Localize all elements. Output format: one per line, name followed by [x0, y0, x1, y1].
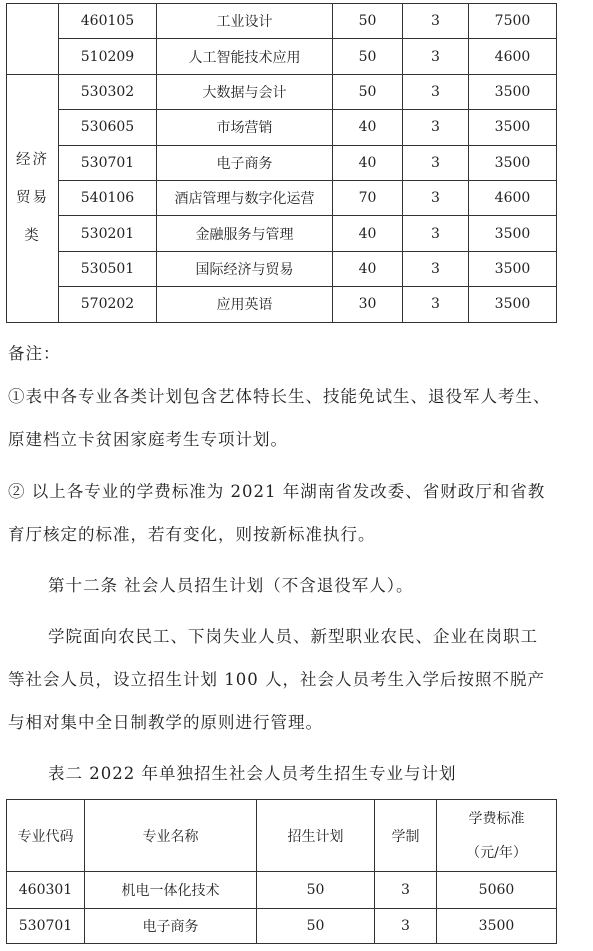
enrollment-plan: 40 [333, 145, 403, 180]
header-tuition-line-2: （元/年） [466, 844, 527, 861]
table-row [7, 110, 557, 145]
major-name: 国际经济与贸易 [157, 251, 333, 286]
major-code: 460301 [7, 872, 85, 909]
study-years: 3 [403, 110, 469, 145]
note-2-line-1: ② 以上各专业的学费标准为 2021 年湖南省发改委、省财政厅和省教 [8, 482, 546, 501]
social-applicants-table [6, 799, 557, 944]
tuition-fee: 3500 [469, 251, 557, 286]
study-years: 3 [403, 251, 469, 286]
major-code: 510209 [59, 39, 157, 74]
header-study-years: 学制 [375, 800, 437, 872]
table-row [7, 4, 557, 39]
study-years: 3 [375, 872, 437, 909]
major-code: 530201 [59, 216, 157, 251]
enrollment-plan: 40 [333, 251, 403, 286]
study-years: 3 [403, 39, 469, 74]
study-years: 3 [403, 145, 469, 180]
major-name: 机电一体化技术 [85, 872, 257, 909]
tuition-fee: 5060 [437, 872, 557, 909]
header-tuition [437, 800, 557, 872]
major-name: 人工智能技术应用 [157, 39, 333, 74]
table-row [7, 251, 557, 286]
enrollment-plan: 50 [333, 39, 403, 74]
major-code: 530701 [59, 145, 157, 180]
major-code: 530302 [59, 74, 157, 109]
study-years: 3 [403, 4, 469, 39]
table-row [7, 180, 557, 215]
header-enrollment-plan: 招生计划 [257, 800, 375, 872]
table-row [7, 287, 557, 322]
tuition-fee: 3500 [437, 909, 557, 944]
article-12-paragraph-line-3: 与相对集中全日制教学的原则进行管理。 [8, 713, 323, 732]
enrollment-table-continued [6, 3, 557, 323]
category-line: 经济 [16, 152, 49, 169]
study-years: 3 [403, 74, 469, 109]
article-12-title: 第十二条 社会人员招生计划（不含退役军人）。 [48, 576, 414, 595]
major-name: 酒店管理与数字化运营 [157, 180, 333, 215]
note-1-line-2: 原建档立卡贫困家庭考生专项计划。 [8, 430, 288, 449]
table-row [7, 39, 557, 74]
tuition-fee: 3500 [469, 110, 557, 145]
study-years: 3 [403, 180, 469, 215]
enrollment-plan: 30 [333, 287, 403, 322]
table-row [7, 145, 557, 180]
category-line: 贸易 [16, 190, 49, 207]
category-cell [7, 4, 59, 75]
tuition-fee: 4600 [469, 39, 557, 74]
major-name: 电子商务 [85, 909, 257, 944]
table-2-caption: 表二 2022 年单独招生社会人员考生招生专业与计划 [48, 764, 457, 783]
tuition-fee: 3500 [469, 287, 557, 322]
table-row [7, 909, 557, 944]
major-code: 460105 [59, 4, 157, 39]
enrollment-plan: 50 [257, 872, 375, 909]
tuition-fee: 3500 [469, 74, 557, 109]
major-name: 市场营销 [157, 110, 333, 145]
enrollment-plan: 40 [333, 110, 403, 145]
table-row [7, 216, 557, 251]
major-name: 应用英语 [157, 287, 333, 322]
category-line: 类 [24, 228, 41, 245]
enrollment-plan: 50 [257, 909, 375, 944]
table-row [7, 872, 557, 909]
tuition-fee: 7500 [469, 4, 557, 39]
enrollment-plan: 50 [333, 74, 403, 109]
tuition-fee: 3500 [469, 145, 557, 180]
major-code: 570202 [59, 287, 157, 322]
article-12-paragraph-line-1: 学院面向农民工、下岗失业人员、新型职业农民、企业在岗职工 [48, 627, 538, 646]
enrollment-plan: 70 [333, 180, 403, 215]
study-years: 3 [403, 216, 469, 251]
major-name: 大数据与会计 [157, 74, 333, 109]
category-cell-economics-trade [7, 74, 59, 322]
tuition-fee: 3500 [469, 216, 557, 251]
major-name: 电子商务 [157, 145, 333, 180]
major-code: 530701 [7, 909, 85, 944]
enrollment-plan: 40 [333, 216, 403, 251]
header-tuition-line-1: 学费标准 [468, 810, 525, 827]
table-header-row [7, 800, 557, 872]
major-name: 金融服务与管理 [157, 216, 333, 251]
enrollment-plan: 50 [333, 4, 403, 39]
header-major-name: 专业名称 [85, 800, 257, 872]
note-2-line-2: 育厅核定的标准，若有变化，则按新标准执行。 [8, 525, 376, 544]
article-12-paragraph-line-2: 等社会人员，设立招生计划 100 人，社会人员考生入学后按照不脱产 [8, 670, 545, 689]
major-code: 530501 [59, 251, 157, 286]
study-years: 3 [403, 287, 469, 322]
major-name: 工业设计 [157, 4, 333, 39]
tuition-fee: 4600 [469, 180, 557, 215]
note-1-line-1: ①表中各专业各类计划包含艺体特长生、技能免试生、退役军人考生、 [8, 387, 551, 406]
notes-heading: 备注： [8, 344, 61, 363]
major-code: 540106 [59, 180, 157, 215]
major-code: 530605 [59, 110, 157, 145]
study-years: 3 [375, 909, 437, 944]
table-row [7, 74, 557, 109]
header-major-code: 专业代码 [7, 800, 85, 872]
